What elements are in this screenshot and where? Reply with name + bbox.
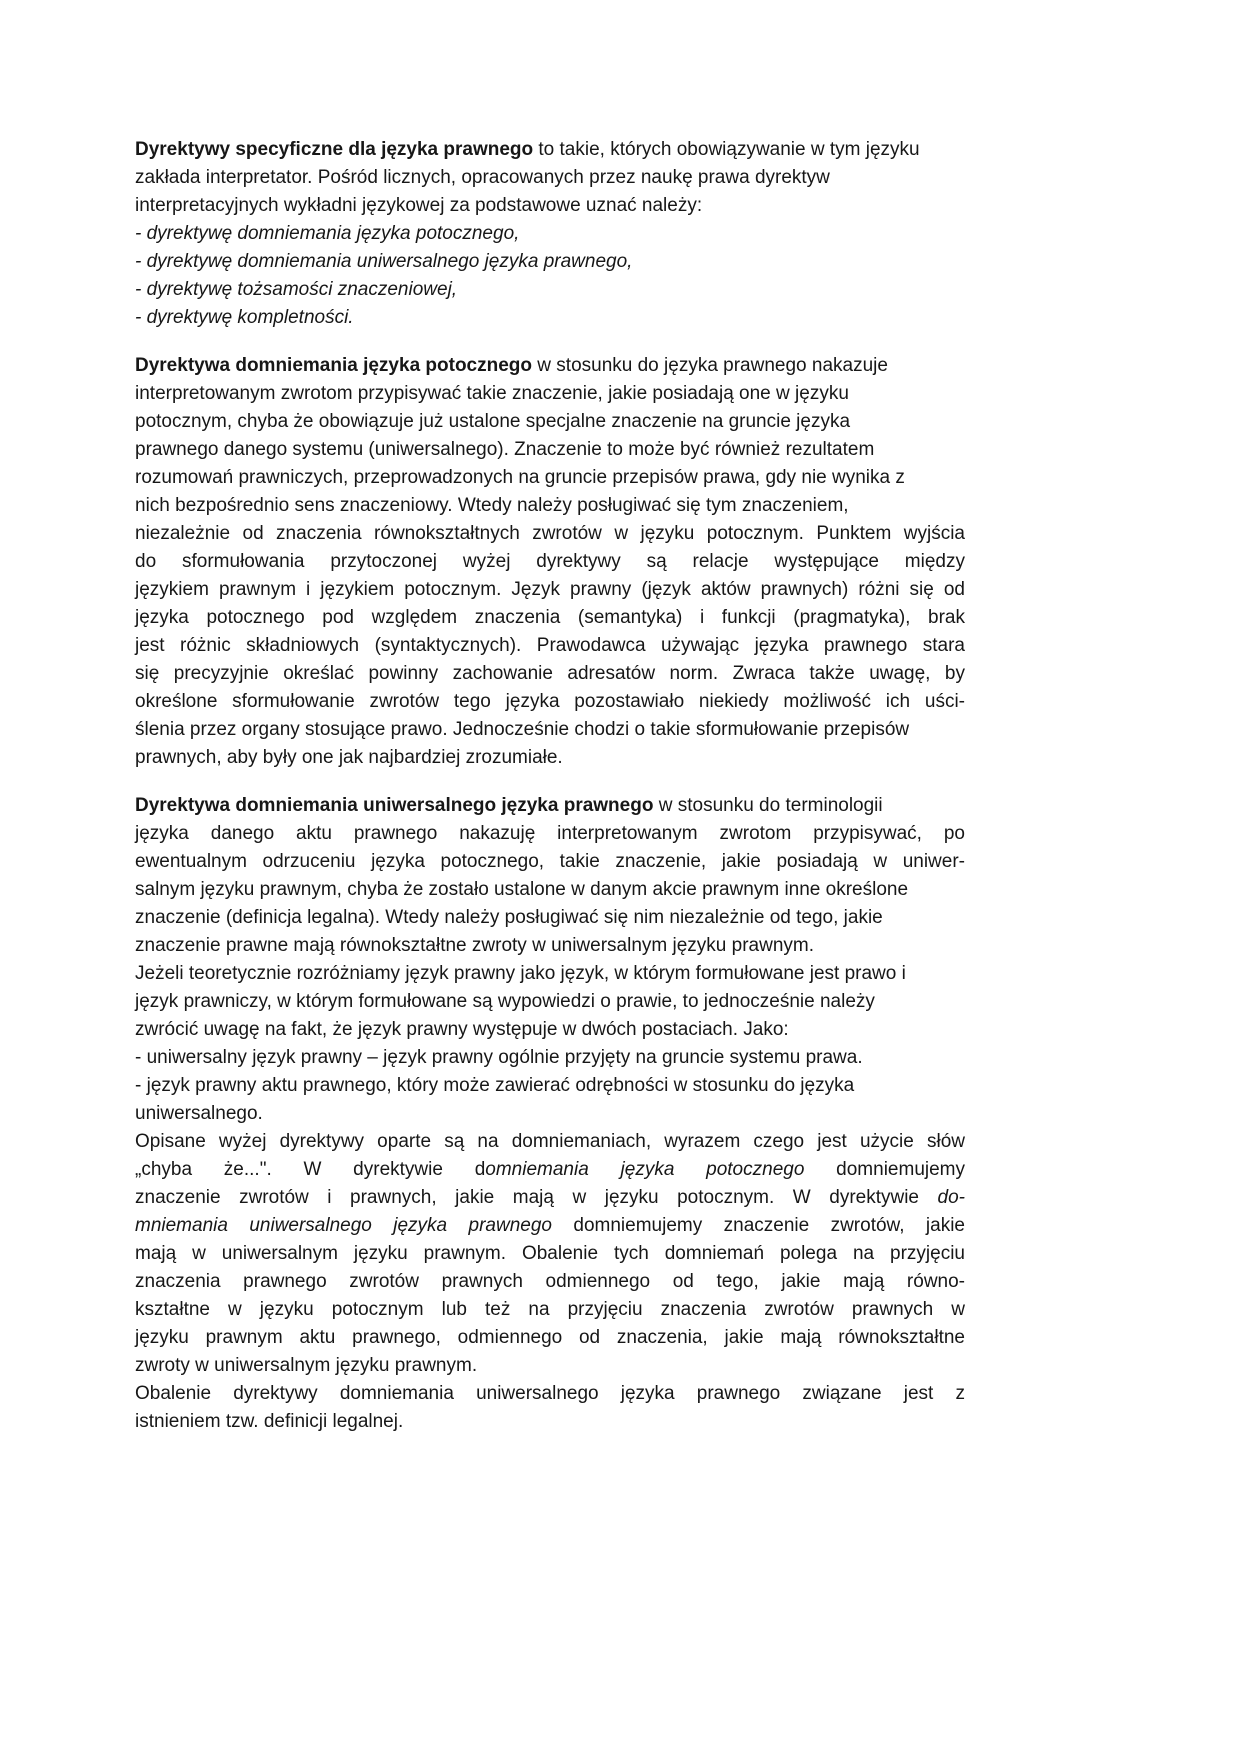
text-run: domniemujemy [804, 1159, 965, 1180]
text-line [135, 492, 965, 520]
italic-text-run: - dyrektywę tożsamości znaczeniowej, [135, 279, 458, 300]
text-run: znaczenia prawnego zwrotów prawnych odmiennego od tego, jakie mają równo- [135, 1271, 965, 1292]
text-line [135, 1296, 965, 1324]
text-run: niezależnie od znaczenia równokształtnych zwrotów w języku potocznym. Punktem wyjścia [135, 523, 965, 544]
text-run: domniemujemy znaczenie zwrotów, jakie [551, 1215, 965, 1236]
text-run: znaczenie (definicja legalna). Wtedy należy posługiwać się nim niezależnie od tego, jakie [135, 907, 883, 928]
text-line [135, 136, 965, 164]
text-line [135, 520, 965, 548]
text-line [135, 876, 965, 904]
text-line [135, 848, 965, 876]
text-line [135, 220, 965, 248]
text-run: języka danego aktu prawnego nakazuję interpretowanym zwrotom przypisywać, po [135, 823, 965, 844]
text-line [135, 960, 965, 988]
text-run: salnym języku prawnym, chyba że zostało ustalone w danym akcie prawnym inne określone [135, 879, 909, 900]
text-run: uniwersalnego. [135, 1103, 263, 1124]
text-run: w stosunku do terminologii [653, 795, 883, 816]
text-line [135, 1212, 965, 1240]
text-run: - uniwersalny język prawny – język prawny ogólnie przyjęty na gruncie systemu prawa. [135, 1047, 863, 1068]
text-run: „chyba że...". W dyrektywie d [135, 1159, 486, 1180]
text-run: określone sformułowanie zwrotów tego języka pozostawiało niekiedy możliwość ich uści- [135, 691, 965, 712]
text-run: prawnego danego systemu (uniwersalnego). Znaczenie to może być również rezultatem [135, 439, 875, 460]
italic-text-run: - dyrektywę kompletności. [135, 307, 354, 328]
text-line [135, 1184, 965, 1212]
text-line [135, 276, 965, 304]
text-run: potocznym, chyba że obowiązuje już ustalone specjalne znaczenie na gruncie języka [135, 411, 851, 432]
italic-text-run: do- [937, 1187, 965, 1208]
text-line [135, 408, 965, 436]
text-run: się precyzyjnie określać powinny zachowanie adresatów norm. Zwraca także uwagę, by [135, 663, 965, 684]
text-run: językiem prawnym i językiem potocznym. Język prawny (język aktów prawnych) różni się od [135, 579, 965, 600]
text-line [135, 820, 965, 848]
text-line [135, 304, 965, 332]
text-line [135, 1408, 965, 1436]
text-line [135, 164, 965, 192]
text-line [135, 932, 965, 960]
text-run: to takie, których obowiązywanie w tym języku [533, 139, 920, 160]
paragraph-colloquial-language-presumption [135, 352, 965, 772]
text-run: nich bezpośrednio sens znaczeniowy. Wtedy należy posługiwać się tym znaczeniem, [135, 495, 849, 516]
paragraph-universal-legal-language-presumption [135, 792, 965, 1436]
italic-text-run: mniemania uniwersalnego języka prawnego [135, 1215, 552, 1236]
text-line [135, 576, 965, 604]
text-line [135, 1128, 965, 1156]
document-body [135, 136, 965, 1456]
text-run: zwroty w uniwersalnym języku prawnym. [135, 1355, 478, 1376]
text-line [135, 192, 965, 220]
text-run: interpretowanym zwrotom przypisywać takie znaczenie, jakie posiadają one w języku [135, 383, 849, 404]
text-line [135, 660, 965, 688]
text-run: języku prawnym aktu prawnego, odmiennego od znaczenia, jakie mają równokształtne [135, 1327, 965, 1348]
text-line [135, 1156, 965, 1184]
text-run: prawnych, aby były one jak najbardziej zrozumiałe. [135, 747, 563, 768]
text-line [135, 1240, 965, 1268]
text-line [135, 1352, 965, 1380]
text-run: kształtne w języku potocznym lub też na przyjęciu znaczenia zwrotów prawnych w [135, 1299, 965, 1320]
text-line [135, 1100, 965, 1128]
text-line [135, 632, 965, 660]
text-run: Opisane wyżej dyrektywy oparte są na domniemaniach, wyrazem czego jest użycie słów [135, 1131, 965, 1152]
text-line [135, 464, 965, 492]
bold-text-run: Dyrektywa domniemania języka potocznego [135, 355, 533, 376]
text-line [135, 1324, 965, 1352]
text-run: w stosunku do języka prawnego nakazuje [532, 355, 888, 376]
text-line [135, 988, 965, 1016]
text-line [135, 380, 965, 408]
text-line [135, 904, 965, 932]
text-run: zakłada interpretator. Pośród licznych, opracowanych przez naukę prawa dyrektyw [135, 167, 830, 188]
text-run: znaczenie zwrotów i prawnych, jakie mają w języku potocznym. W dyrektywie [135, 1187, 938, 1208]
text-line [135, 1016, 965, 1044]
text-line [135, 688, 965, 716]
text-line [135, 1044, 965, 1072]
text-run: jest różnic składniowych (syntaktycznych). Prawodawca używając języka prawnego stara [135, 635, 965, 656]
text-run: istnieniem tzw. definicji legalnej. [135, 1411, 404, 1432]
text-run: rozumowań prawniczych, przeprowadzonych na gruncie przepisów prawa, gdy nie wynika z [135, 467, 905, 488]
text-run: język prawniczy, w którym formułowane są wypowiedzi o prawie, to jednocześnie należy [135, 991, 875, 1012]
text-line [135, 248, 965, 276]
text-run: ślenia przez organy stosujące prawo. Jednocześnie chodzi o takie sformułowanie przepisów [135, 719, 910, 740]
text-run: mają w uniwersalnym języku prawnym. Obalenie tych domniemań polega na przyjęciu [135, 1243, 965, 1264]
text-line [135, 548, 965, 576]
italic-text-run: - dyrektywę domniemania uniwersalnego języka prawnego, [135, 251, 633, 272]
bold-text-run: Dyrektywa domniemania uniwersalnego języka prawnego [135, 795, 654, 816]
text-run: języka potocznego pod względem znaczenia (semantyka) i funkcji (pragmatyka), brak [135, 607, 965, 628]
text-line [135, 744, 965, 772]
text-line [135, 1268, 965, 1296]
text-run: ewentualnym odrzuceniu języka potocznego, takie znaczenie, jakie posiadają w uniwer- [135, 851, 965, 872]
text-line [135, 604, 965, 632]
text-run: interpretacyjnych wykładni językowej za podstawowe uznać należy: [135, 195, 703, 216]
text-line [135, 352, 965, 380]
italic-text-run: omniemania języka potocznego [485, 1159, 805, 1180]
text-line [135, 716, 965, 744]
bold-text-run: Dyrektywy specyficzne dla języka prawnego [135, 139, 534, 160]
text-run: Obalenie dyrektywy domniemania uniwersalnego języka prawnego związane jest z [135, 1383, 965, 1404]
italic-text-run: - dyrektywę domniemania języka potocznego, [135, 223, 520, 244]
text-run: Jeżeli teoretycznie rozróżniamy język prawny jako język, w którym formułowane jest prawo i [135, 963, 906, 984]
paragraph-specific-directives [135, 136, 965, 332]
text-run: - język prawny aktu prawnego, który może zawierać odrębności w stosunku do języka [135, 1075, 855, 1096]
text-run: zwrócić uwagę na fakt, że język prawny występuje w dwóch postaciach. Jako: [135, 1019, 789, 1040]
text-run: znaczenie prawne mają równokształtne zwroty w uniwersalnym języku prawnym. [135, 935, 814, 956]
text-line [135, 1072, 965, 1100]
text-line [135, 792, 965, 820]
text-run: do sformułowania przytoczonej wyżej dyrektywy są relacje występujące między [135, 551, 965, 572]
text-line [135, 1380, 965, 1408]
text-line [135, 436, 965, 464]
